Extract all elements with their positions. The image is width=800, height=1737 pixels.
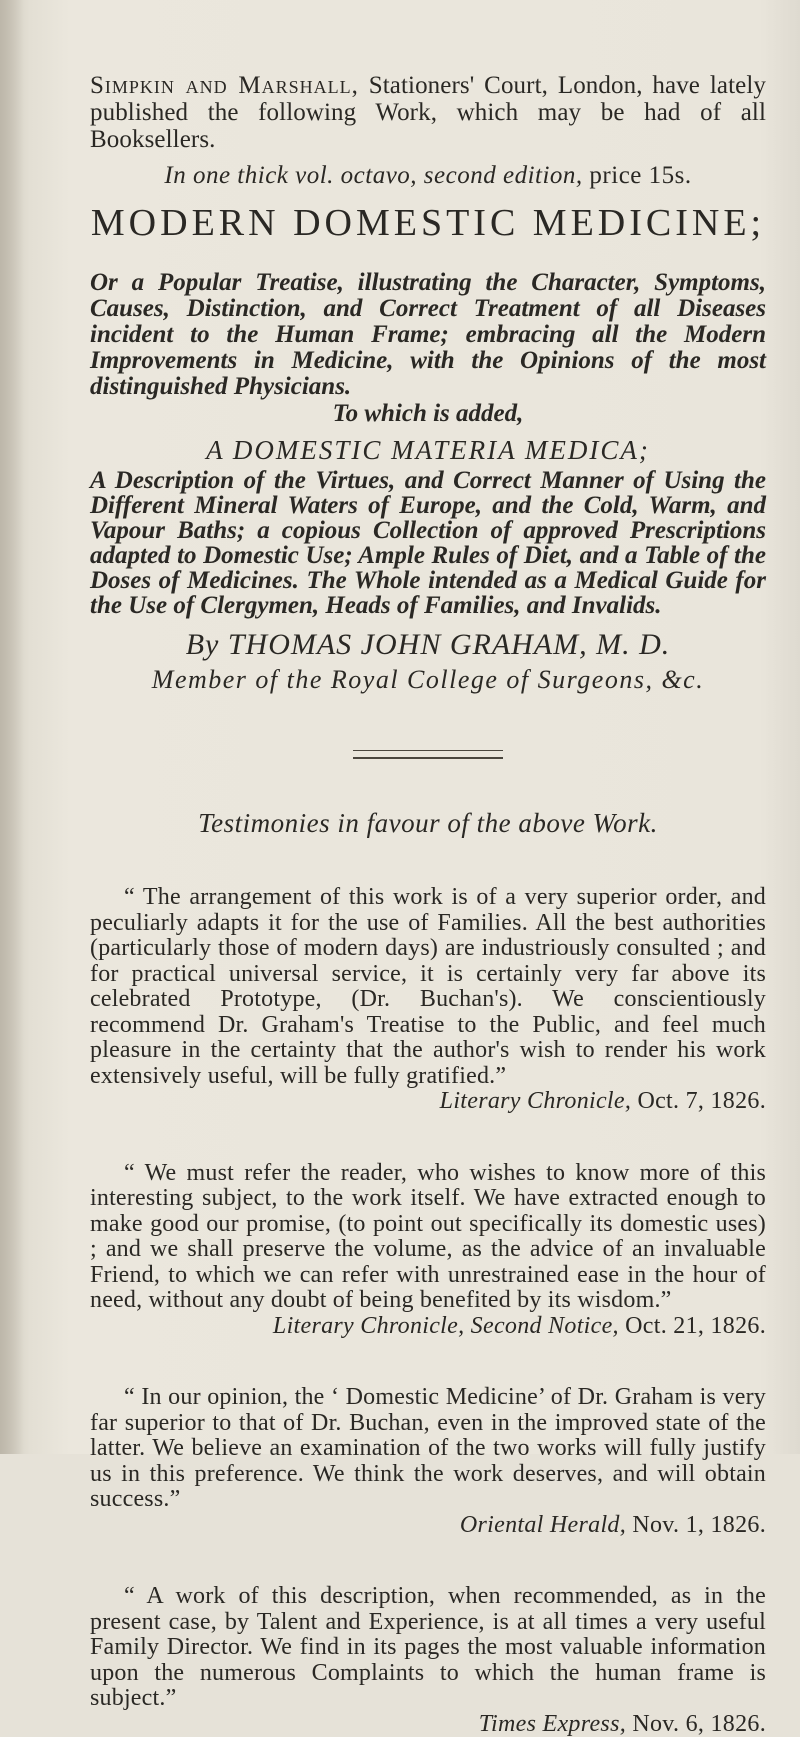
testimony-2 [90,1161,766,1340]
testimony-source-name: Literary Chronicle, [439,1088,632,1115]
testimony-date: Nov. 6, 1826. [626,1710,766,1737]
author-line: By THOMAS JOHN GRAHAM, M. D. [185,628,671,662]
testimony-3 [90,1385,766,1538]
publisher-name: Simpkin and Marshall, [90,72,359,99]
testimony-date: Nov. 1, 1826. [626,1511,766,1538]
author-membership: Member of the Royal College of Surgeons, &c. [151,665,705,695]
testimony-text: “ A work of this description, when recommended, as in the present case, by Talent and Experience, is at all times a very useful Family Director. We find in its pages the most valuable information upon the numerous Complaints to which the human frame is subject.” [90,1583,766,1712]
testimony-source [90,1089,766,1115]
book-title: MODERN DOMESTIC MEDICINE; [90,202,766,244]
testimony-date: Oct. 21, 1826. [618,1312,766,1339]
edition-line [90,161,766,191]
testimony-source [90,1314,766,1340]
testimony-source-name: Literary Chronicle, Second Notice, [272,1312,619,1339]
added-note: To which is added, [332,400,524,428]
testimony-source [90,1513,766,1539]
testimony-4 [90,1584,766,1737]
testimony-source-name: Times Express, [478,1710,627,1737]
testimony-source [90,1712,766,1737]
materia-medica-title: A DOMESTIC MATERIA MEDICA; [206,435,650,466]
publisher-notice-text: Stationers' Court, London, have lately published the following Work, which may be had of all Booksellers. [90,72,766,153]
section-divider [353,750,503,759]
testimony-source-name: Oriental Herald, [459,1511,627,1538]
testimony-1 [90,885,766,1115]
page-fold-shadow [0,0,24,1454]
edition-price: price 15s. [582,162,692,189]
testimonies-heading: Testimonies in favour of the above Work. [198,808,658,839]
book-subtitle: Or a Popular Treatise, illustrating the Character, Symptoms, Causes, Distinction, and Correct Treatment of all Diseases incident to the Human Frame; embracing all the Modern Improvements in Medicine, with the Opinions of the most distinguished Physicians. [90,269,766,401]
testimony-text: “ We must refer the reader, who wishes to know more of this interesting subject, to the work itself. We have extracted enough to make good our promise, (to point out specifically its domestic uses) ; and we shall preserve the volume, as the advice of an invaluable Friend, to which we can refer with unrestrained ease in the hour of need, without any doubt of being benefited by its wisdom.” [90,1159,766,1314]
publisher-notice [90,72,766,153]
testimony-date: Oct. 7, 1826. [631,1088,766,1115]
testimony-text: “ The arrangement of this work is of a very superior order, and peculiarly adapts it for the use of Families. All the best authorities (particularly those of modern days) are industriously consulted ; and for practical universal service, it is certainly very far above its celebrated Prototype, (Dr. Buchan's). We conscientiously recommend Dr. Graham's Treatise to the Public, and feel much pleasure in the certainty that the author's wish to render his work extensively useful, will be fully gratified.” [90,884,766,1089]
materia-description: A Description of the Virtues, and Correct Manner of Using the Different Mineral Waters of Europe, and the Cold, Warm, and Vapour Baths; a copious Collection of approved Prescriptions adapted to Domestic Use; Ample Rules of Diet, and a Table of the Doses of Medicines. The Whole intended as a Medical Guide for the Use of Clergymen, Heads of Families, and Invalids. [90,467,766,620]
testimony-text: “ In our opinion, the ‘ Domestic Medicine’ of Dr. Graham is very far superior to that of Dr. Buchan, even in the improved state of the latter. We believe an examination of the two works will fully justify us in this preference. We think the work deserves, and will obtain success.” [90,1384,766,1513]
edition-text: In one thick vol. octavo, second edition, [164,162,583,189]
